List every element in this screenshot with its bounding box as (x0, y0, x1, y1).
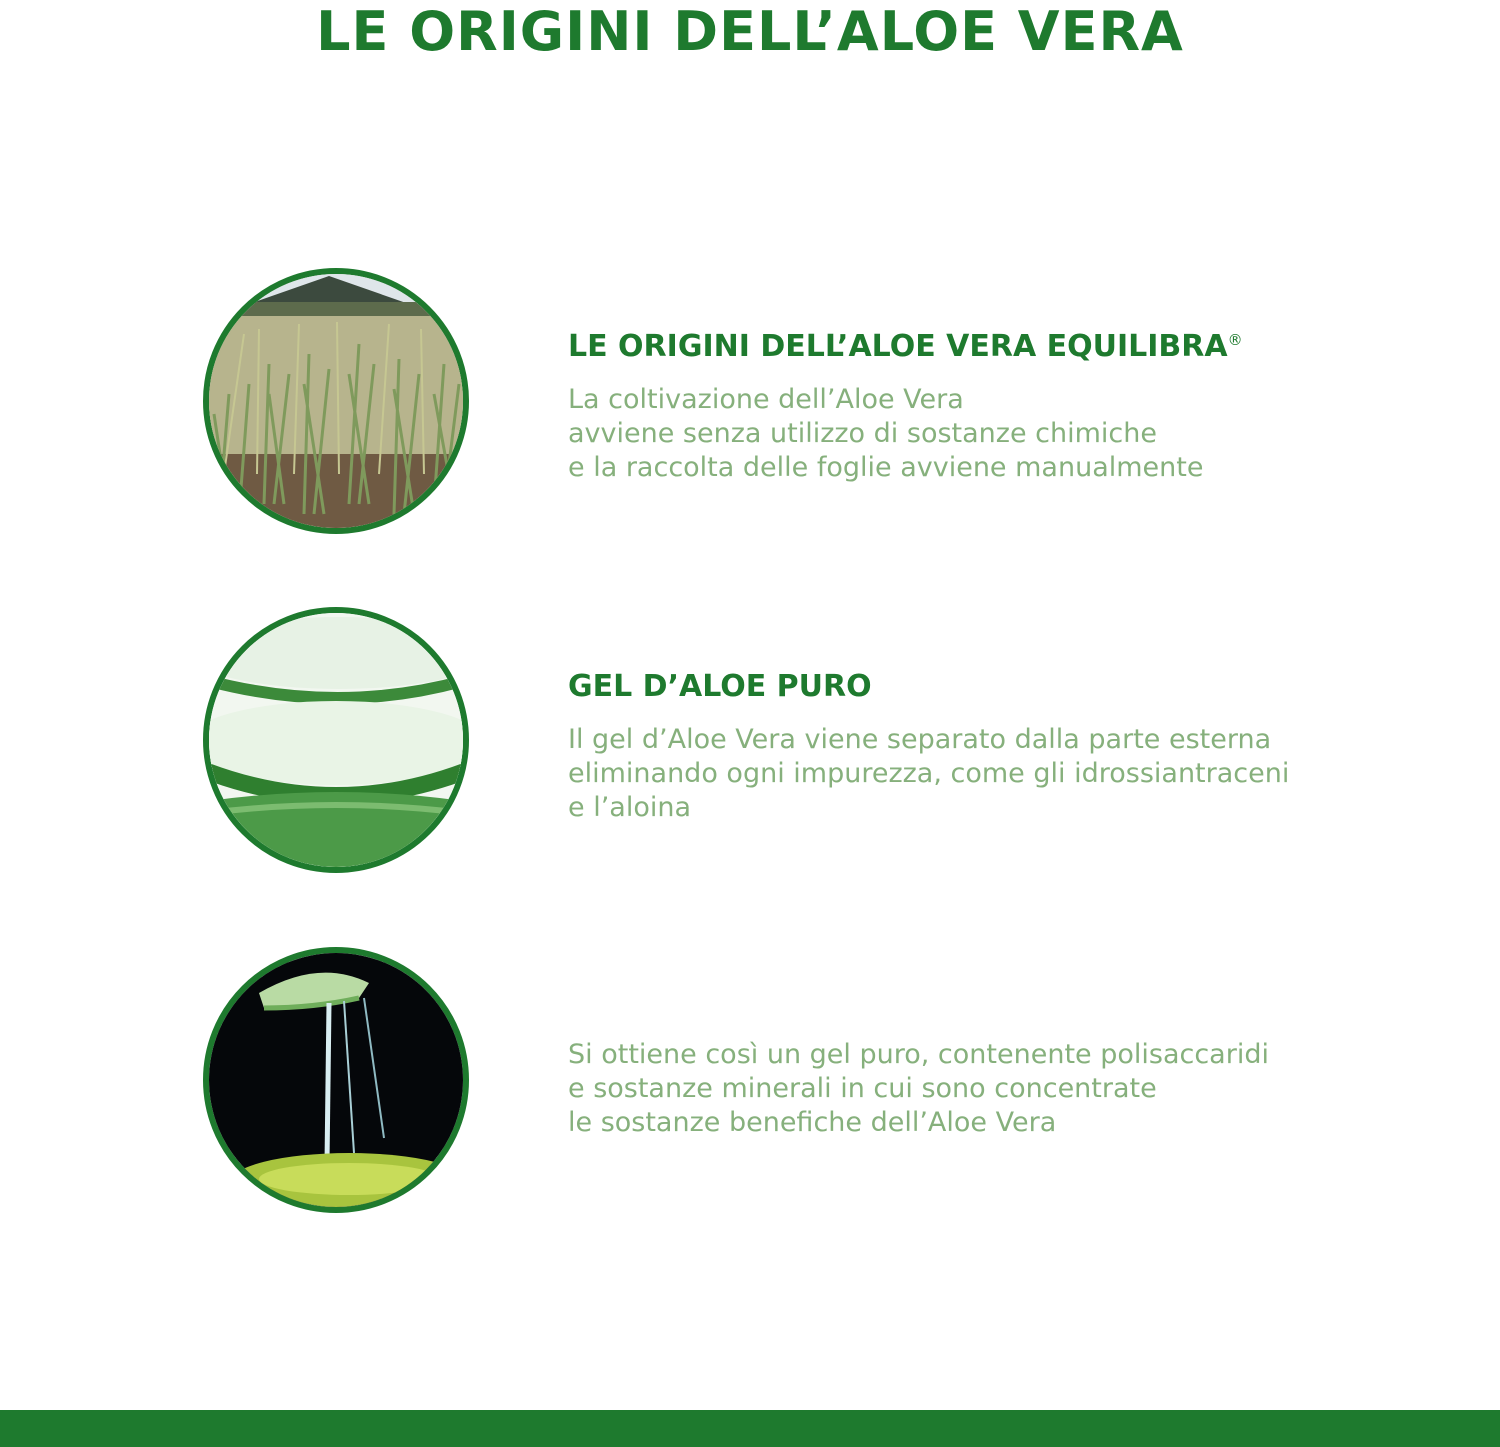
section-text-line: le sostanze benefiche dell’Aloe Vera (568, 1107, 1057, 1138)
section-text-line: e sostanze minerali in cui sono concentrate (568, 1073, 1157, 1104)
page-title: LE ORIGINI DELL’ALOE VERA (316, 0, 1184, 63)
aloe-field-photo (203, 268, 469, 534)
section-text-line: La coltivazione dell’Aloe Vera (568, 384, 964, 415)
section-text-line: Si ottiene così un gel puro, contenente polisaccaridi (568, 1039, 1269, 1070)
section-text-line: e l’aloina (568, 792, 692, 823)
section-heading: LE ORIGINI DELL’ALOE VERA EQUILIBRA® (568, 329, 1243, 364)
aloe-gel-drip-photo (203, 947, 469, 1213)
section-text-line: eliminando ogni impurezza, come gli idrossiantraceni (568, 758, 1290, 789)
section-gel-puro (568, 665, 1468, 825)
section-text-line: Il gel d’Aloe Vera viene separato dalla parte esterna (568, 724, 1272, 755)
registered-mark: ® (1227, 331, 1243, 349)
section-text-line: e la raccolta delle foglie avviene manualmente (568, 452, 1204, 483)
section-text-line: avviene senza utilizzo di sostanze chimiche (568, 418, 1157, 449)
aloe-slices-photo (203, 607, 469, 873)
section-heading: GEL D’ALOE PURO (568, 669, 872, 704)
section-origini (568, 318, 1468, 485)
section-gel-result (568, 1038, 1468, 1140)
footer-bar (0, 1410, 1500, 1447)
